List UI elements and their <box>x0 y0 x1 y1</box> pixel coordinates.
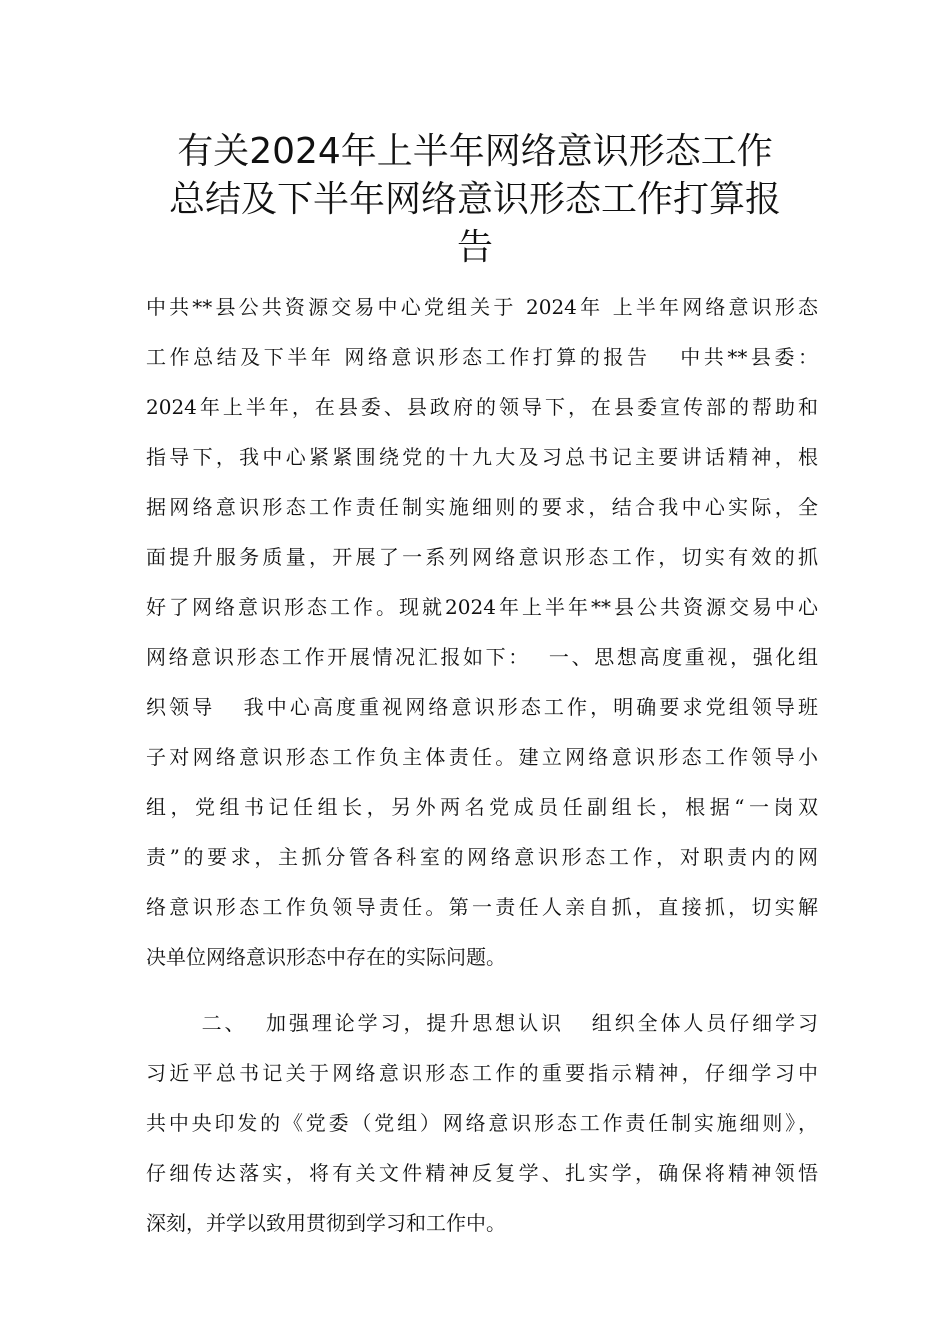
paragraph-gap <box>146 982 818 998</box>
text-line: 2024年上半年，在县委、县政府的领导下，在县委宣传部的帮助和 <box>146 395 818 419</box>
text-line: 指导下，我中心紧紧围绕党的十九大及习总书记主要讲话精神，根 <box>146 445 818 469</box>
title-line: 告 <box>456 227 493 268</box>
paragraph-1 <box>146 282 818 982</box>
title-line: 总结及下半年网络意识形态工作打算报 <box>168 179 781 220</box>
document-title <box>130 128 820 272</box>
text-line: 组，党组书记任组长，另外两名党成员任副组长，根据“一岗双 <box>146 795 818 819</box>
text-line: 工作总结及下半年 网络意识形态工作打算的报告 中共**县委： <box>146 345 818 369</box>
text-line: 据网络意识形态工作责任制实施细则的要求，结合我中心实际，全 <box>146 495 818 519</box>
text-line: 习近平总书记关于网络意识形态工作的重要指示精神，仔细学习中 <box>146 1061 818 1085</box>
document-body <box>146 282 818 1248</box>
text-line: 决单位网络意识形态中存在的实际问题。 <box>146 945 506 969</box>
text-line: 仔细传达落实，将有关文件精神反复学、扎实学，确保将精神领悟 <box>146 1161 818 1185</box>
text-line: 中共**县公共资源交易中心党组关于 2024年 上半年网络意识形态 <box>146 295 818 319</box>
paragraph-2 <box>146 998 818 1248</box>
text-line: 网络意识形态工作开展情况汇报如下： 一、思想高度重视，强化组 <box>146 645 818 669</box>
text-line: 共中央印发的《党委（党组）网络意识形态工作责任制实施细则》， <box>146 1111 818 1135</box>
title-line: 有关2024年上半年网络意识形态工作 <box>177 131 773 172</box>
text-line: 子对网络意识形态工作负主体责任。建立网络意识形态工作领导小 <box>146 745 818 769</box>
text-line: 织领导 我中心高度重视网络意识形态工作，明确要求党组领导班 <box>146 695 818 719</box>
text-line: 深刻，并学以致用贯彻到学习和工作中。 <box>146 1211 506 1235</box>
text-line: 好了网络意识形态工作。现就2024年上半年**县公共资源交易中心 <box>146 595 818 619</box>
text-line: 责”的要求，主抓分管各科室的网络意识形态工作，对职责内的网 <box>146 845 818 869</box>
text-line: 面提升服务质量，开展了一系列网络意识形态工作，切实有效的抓 <box>146 545 818 569</box>
text-line: 络意识形态工作负领导责任。第一责任人亲自抓，直接抓，切实解 <box>146 895 818 919</box>
text-line: 二、 加强理论学习，提升思想认识 组织全体人员仔细学习 <box>146 1011 818 1035</box>
